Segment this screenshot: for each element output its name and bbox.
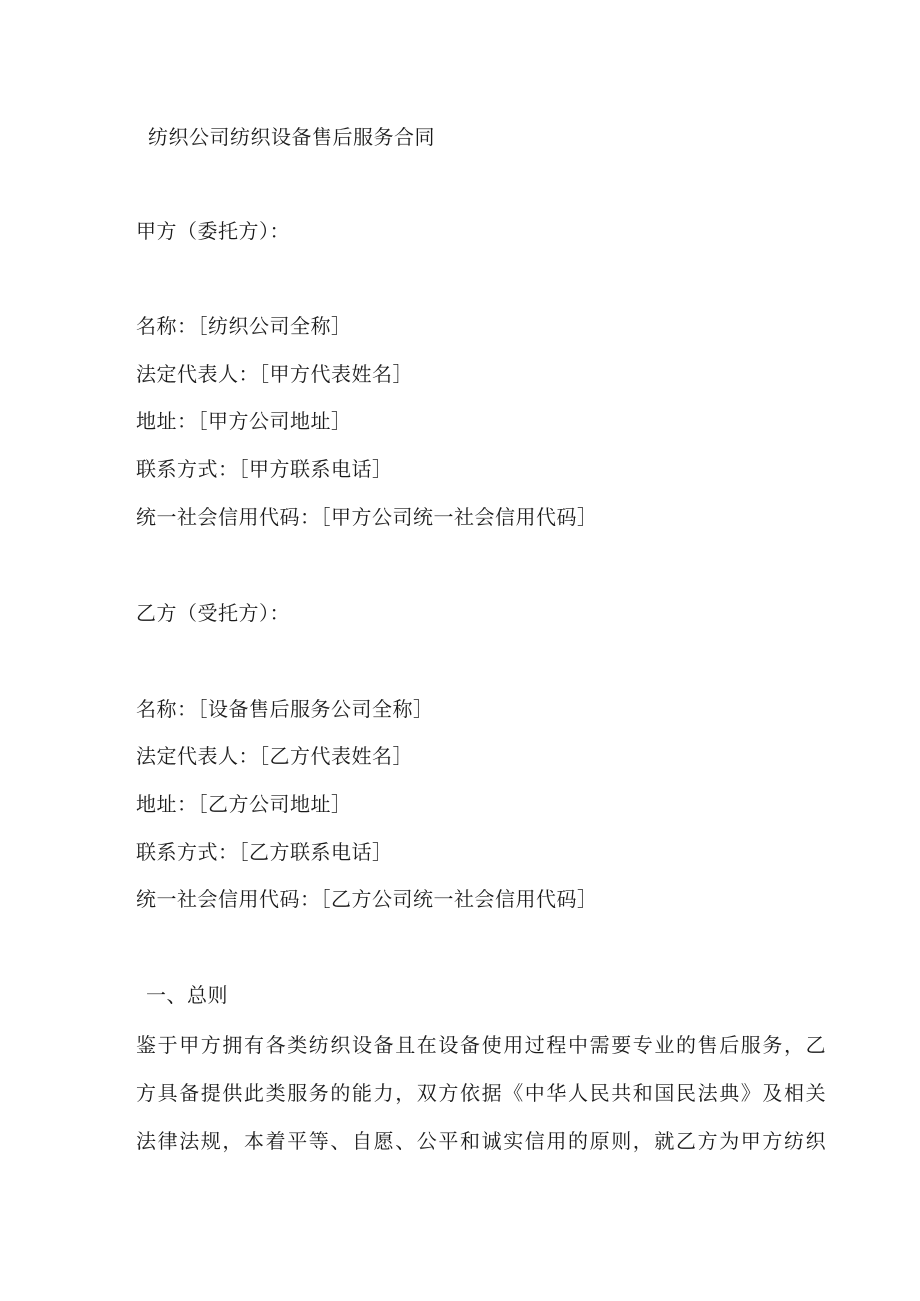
- party-a-credit-code: 统一社会信用代码：［甲方公司统一社会信用代码］: [136, 505, 598, 529]
- section-1-line: 方具备提供此类服务的能力，双方依据《中华人民共和国民法典》及相关: [136, 1081, 828, 1105]
- party-a-name: 名称：［纺织公司全称］: [136, 314, 352, 338]
- party-b-heading: 乙方（受托方）：: [136, 601, 290, 625]
- section-1-line: 鉴于甲方拥有各类纺织设备且在设备使用过程中需要专业的售后服务，乙: [136, 1033, 828, 1057]
- section-1-line: 法律法规，本着平等、自愿、公平和诚实信用的原则，就乙方为甲方纺织: [136, 1129, 828, 1153]
- party-a-heading: 甲方（委托方）：: [136, 219, 290, 243]
- party-b-credit-code: 统一社会信用代码：［乙方公司统一社会信用代码］: [136, 887, 598, 911]
- section-1-heading: 一、总则: [146, 983, 228, 1007]
- party-b-contact: 联系方式：［乙方联系电话］: [136, 840, 393, 864]
- party-b-address: 地址：［乙方公司地址］: [136, 792, 352, 816]
- party-a-contact: 联系方式：［甲方联系电话］: [136, 457, 393, 481]
- party-b-legal-rep: 法定代表人：［乙方代表姓名］: [136, 744, 413, 768]
- party-b-name: 名称：［设备售后服务公司全称］: [136, 697, 434, 721]
- document-title: 纺织公司纺织设备售后服务合同: [148, 125, 435, 149]
- party-a-legal-rep: 法定代表人：［甲方代表姓名］: [136, 362, 413, 386]
- party-a-address: 地址：［甲方公司地址］: [136, 409, 352, 433]
